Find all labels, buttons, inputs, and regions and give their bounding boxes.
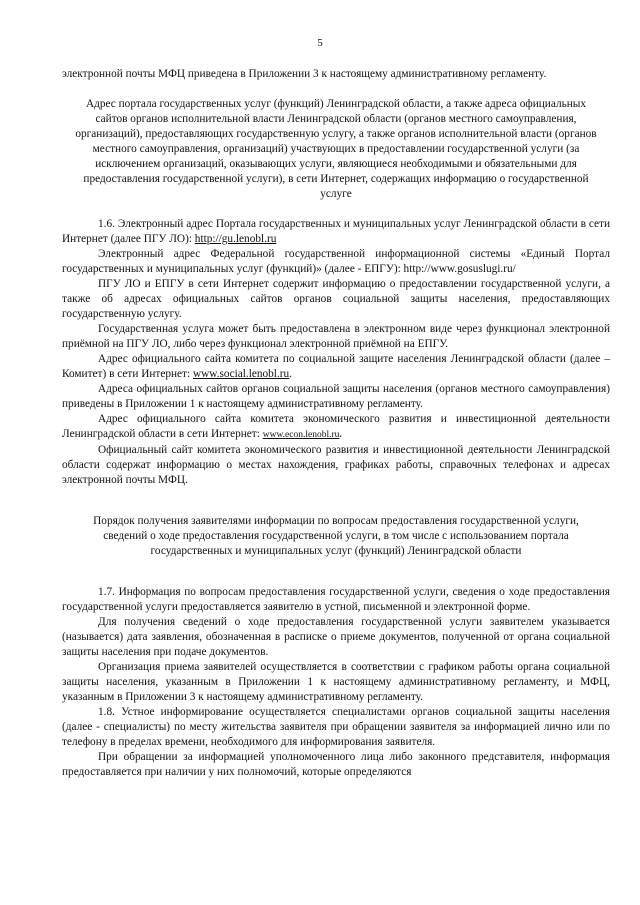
document-body [62, 67, 610, 780]
paragraph-mfc-email: электронной почты МФЦ приведена в Приложении 3 к настоящему административному регламенту. [62, 68, 547, 80]
paragraph-1-8: 1.8. Устное информирование осуществляется специалистами органов социальной защиты населения (далее - специалисты) по месту жительства заявителя при обращении заявителя за информацией лично или по телефону в пределах времени, необходимого для информирования заявителя. [62, 706, 610, 748]
paragraph-1-6 [62, 217, 610, 247]
paragraph-progress-info: Для получения сведений о ходе предоставления государственной услуги заявителем указывается (называется) дата заявления, обозначенная в расписке о приеме документов, полученной от органа социальной защиты населения при подаче документов. [62, 616, 610, 658]
paragraph-electronic-form: Государственная услуга может быть предоставлена в электронном виде через функционал электронной приёмной на ПГУ ЛО, либо через функционал электронной приёмной на ЕПГУ. [62, 323, 610, 350]
paragraph-reception: Организация приема заявителей осуществляется в соответствии с графиком работы органа социальной защиты населения, указанным в Приложении 1 к настоящему административному регламенту, и МФЦ, указанным в Приложении 3 к настоящему административному регламенту. [62, 661, 610, 703]
paragraph-representative: При обращении за информацией уполномоченного лица либо законного представителя, информация предоставляется при наличии у них полномочий, которые определяются [62, 751, 610, 778]
section-heading-information: Порядок получения заявителями информации по вопросам предоставления государственной услуги, сведений о ходе предоставления государственной услуги, в том числе с использованием портала государственных и муниципальных услуг (функций) Ленинградской области [93, 515, 579, 557]
paragraph-econ-text: Адрес официального сайта комитета экономического развития и инвестиционной деятельности Ленинградской области в сети Интернет: [62, 413, 610, 440]
paragraph-committee-end: . [289, 368, 293, 380]
paragraph-epgu: Электронный адрес Федеральной государственной информационной системы «Единый Портал государственных и муниципальных услуг (функций)» (далее - ЕПГУ): http://www.gosuslugi.ru/ [62, 248, 610, 275]
paragraph-econ-end: . [339, 428, 343, 440]
paragraph-1-7: 1.7. Информация по вопросам предоставления государственной услуги, сведения о ходе предоставления государственной услуги предоставляется заявителю в устной, письменной и электронной форме. [62, 586, 610, 613]
section-heading-portal: Адрес портала государственных услуг (функций) Ленинградской области, а также адреса официальных сайтов органов исполнительной власти Ленинградской области (органов местного самоуправления, организаций), предоставляющих государственную услугу, а также органов исполнительной власти (органов местного самоуправления, организаций) участвующих в предоставлении государственной услуги (за исключением организаций, оказывающих услуги, являющиеся необходимыми и обязательными для предоставления государственной услуги), в сети Интернет, содержащих информацию о государственной услуге [75, 98, 597, 200]
paragraph-econ-info: Официальный сайт комитета экономического развития и инвестиционной деятельности Ленинградской области содержат информацию о местах нахождения, графиках работы, справочных телефонах и адресах электронной почты МФЦ. [62, 444, 610, 486]
paragraph-contains-info: ПГУ ЛО и ЕПГУ в сети Интернет содержит информацию о предоставлении государственной услуги, а также об адресах официальных сайтов органов социальной защиты населения, предоставляющих государственную услугу. [62, 278, 610, 320]
paragraph-econ-site [62, 412, 610, 443]
paragraph-social-sites: Адреса официальных сайтов органов социальной защиты населения (органов местного самоуправления) приведены в Приложении 1 к настоящему административному регламенту. [62, 383, 610, 410]
committee-site-link[interactable]: www.social.lenobl.ru [192, 368, 290, 380]
paragraph-committee-text: Адрес официального сайта комитета по социальной защите населения Ленинградской области (далее – Комитет) в сети Интернет: [62, 353, 610, 380]
page-number: 5 [317, 37, 323, 49]
paragraph-1-6-text: 1.6. Электронный адрес Портала государственных и муниципальных услуг Ленинградской области в сети Интернет (далее ПГУ ЛО): [62, 218, 610, 245]
paragraph-committee-site [62, 352, 610, 382]
econ-site-link[interactable]: www.econ.lenobl.ru [262, 430, 340, 440]
pgu-lo-link[interactable]: http://gu.lenobl.ru [194, 233, 277, 245]
